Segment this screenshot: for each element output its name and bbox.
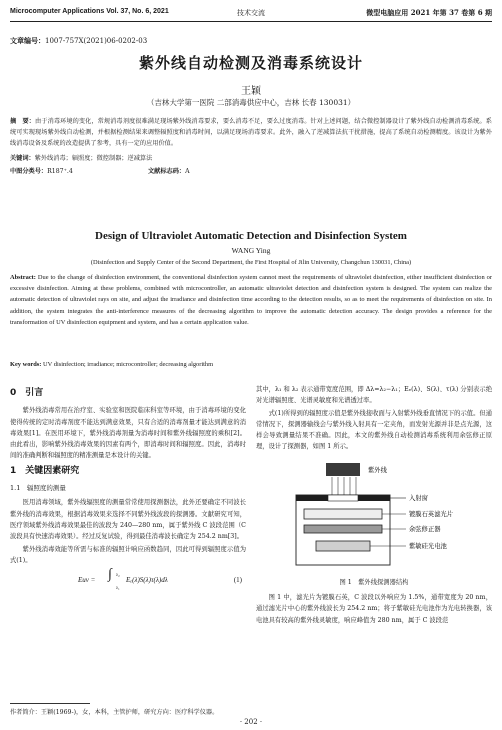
subsection-heading-irradiance: 1.1 辐照度的测量	[10, 484, 66, 493]
author-cn: 王颖	[241, 86, 261, 97]
equation-lower-limit: λ₁	[116, 585, 120, 591]
section-heading-key-factors: 1 关键因素研究	[10, 465, 80, 476]
affiliation-en: (Disinfection and Supply Center of the Second Department, the First Hospital of Jilin University, Changchun 130031, China)	[90, 259, 412, 266]
equation-number: (1)	[233, 576, 242, 585]
label-uv: 紫外线	[368, 466, 387, 474]
paper-title-en: Design of Ultraviolet Automatic Detection and Disinfection System	[95, 230, 407, 242]
abstract-en	[10, 272, 492, 328]
abstract-text-cn: 由于消毒环境的变化，常规消毒剂度很难满足现场紫外线消毒要求，要么消毒不足，要么过度消毒。针对上述问题，结合微控制器设计了紫外线自动检测消毒系统。系统可实现现场紫外线自动检测，并根据检测结果来调整辐照度和消毒时间，以满足现场消毒要求。此外，融入了逆减算法抗干扰措施，提高了系统自动检测精度。该设计为紫外线消毒设备及系统的改造提供了参考，具有一定的应用价值。	[10, 118, 492, 147]
author-en: WANG Ying	[231, 246, 271, 255]
equation-explanation: 其中，λ₁ 和 λ₂ 表示通带宽度范围，即 Δλ=λ₂−λ₁；Eₑ(λ)、S(λ)、τ(λ) 分别表示绝对光谱辐照度、光谱灵敏度和光谱透过率。	[256, 386, 492, 405]
keywords-text-en: UV disinfection; irradiance; microcontroller; decreasing algorithm	[43, 361, 214, 368]
abstract-cn	[10, 116, 492, 149]
integral-sign-icon: ∫	[108, 567, 112, 583]
section-heading-intro: 0 引言	[10, 388, 44, 398]
section-name: 技术交流	[237, 9, 265, 17]
equation-integrand: Eₑ(λ)S(λ)τ(λ)dλ	[126, 576, 168, 585]
label-window: 入射窗	[409, 494, 428, 502]
equation-upper-limit: λ₂	[116, 572, 120, 578]
detector-detail-paragraph: 图 1 中，滤光片为镀膜石英，C 波段以外响应为 1.5%，通带宽度为 20 nm，通过滤光片中心的紫外线波长为 254.2 nm；将子紫敏硅光电池作为光电转换器，该电池具有较高的紫外线灵敏度，响应峰值为 280 nm，属于 C 波段范	[256, 594, 492, 624]
article-number-value: 1007-757X(2021)06-0202-03	[45, 37, 148, 45]
author-footnote: 作者简介：王颖(1969-)，女，本科，主管护师，研究方向：医疗科学仪器。	[10, 709, 219, 716]
keywords-cn	[10, 153, 492, 162]
cosine-corrector	[304, 525, 382, 533]
paper-title-cn: 紫外线自动检测及消毒系统设计	[138, 54, 363, 72]
right-column	[256, 384, 492, 627]
clc-value: R187⁺.4	[47, 168, 73, 175]
uv-lamp-icon	[326, 463, 360, 476]
running-header	[10, 8, 492, 20]
left-column	[10, 384, 246, 594]
label-filter: 镀膜石英滤光片	[409, 510, 454, 518]
doc-code-label: 文献标志码：	[148, 168, 186, 175]
detector-structure-diagram	[256, 455, 492, 575]
label-corrector: 余弦修正器	[409, 525, 441, 533]
detector-paragraph: 式(1)所得到的辐照度示值是紫外线接收面与入射紫外线垂直情况下的示值。但通常情况下，探测器输线会与紫外线入射具有一定夹角，而发射光源并非是点光源，这样会导致测量结果不准确。因此，本文的紫外线自动检测消毒系统利用余弦修正原理，设计了探测器，如图 1 所示。	[256, 409, 492, 451]
leader-lines	[370, 498, 406, 546]
article-number-label: 文章编号：	[10, 38, 45, 45]
abstract-label-cn: 摘 要：	[10, 118, 36, 125]
document-code	[148, 166, 190, 175]
abstract-text-en: Due to the change of disinfection environment, the conventional disinfection system cannot meet the requirements of ultraviolet disinfection, either insufficient disinfection or excessive disinfection. Aiming at these problems, combined with microcontroller, an automatic ultraviolet detection and disinfection system is designed. The system can realize the automatic detection of ultraviolet rays on site, and adjust the irradiance and disinfection time according to the detection results, so as to meet the requirements of disinfection on site. In addition, the system integrates the anti-interference measures of the decreasing algorithm to improve the automatic detection accuracy. The design provides a reference for the transformation of UV disinfection equipment and system, and has a certain application value.	[10, 274, 492, 326]
photocell	[316, 541, 370, 551]
classification-line	[10, 166, 492, 175]
quartz-filter	[304, 509, 382, 519]
keywords-label-en: Key words:	[10, 361, 42, 368]
equation-1	[10, 569, 246, 591]
keywords-text-cn: 紫外线消毒；辐照度；微控制器；逆减算法	[34, 155, 153, 162]
irradiance-paragraph-2: 紫外线消毒效能等所需与标准的辐照计响应函数趋同，因此可得到辐照度示值为式(1)。	[10, 545, 246, 564]
figure-1	[256, 455, 492, 575]
page-number: · 202 ·	[239, 718, 263, 726]
keywords-en	[10, 361, 492, 368]
intro-paragraph: 紫外线消毒常用在治疗室、实验室和医院临床科室等环境，由于消毒环境的变化使得传统的定时消毒剂度不能达到满意效果，只有合适的消毒剂量才能达到满意的消毒效果[1]。在医用环境下，紫外线消毒剂量为消毒时间和紫外线辐照度的乘积[2]。由此看出，影响紫外线消毒效果的因素有两个，即消毒时间和辐照度。因此，消毒时间的准确判断和辐照度的精准测量是本设计的关键。	[10, 407, 246, 460]
irradiance-paragraph-1: 医用消毒领域，紫外线辐照度的测量常常使用探测器法，此外还要确定不同波长紫外线的消毒效果，根据消毒效果来选择不同紫外线波段的探测器。文献研究可知，医疗领域紫外线消毒效果最佳的波段为 240—280 nm，属于紫外线 C 波段范围（C 波段具有快速消毒效果）。经过反复试验，得到最佳消毒波长确定为 254.2 nm[3]。	[10, 499, 246, 541]
figure-caption: 图 1 紫外线探测器结构	[339, 578, 409, 586]
doc-code-value: A	[185, 168, 190, 175]
keywords-label-cn: 关键词：	[10, 155, 35, 162]
journal-name-en: Microcomputer Applications Vol. 37, No. 6, 2021	[10, 8, 169, 15]
header-rule	[10, 21, 492, 22]
label-photocell: 紫敏硅光电池	[409, 542, 447, 550]
article-number	[10, 36, 147, 46]
clc-label: 中图分类号：	[10, 168, 48, 175]
abstract-label-en: Abstract:	[10, 274, 36, 281]
uv-rays	[332, 477, 356, 495]
affiliation-cn: （吉林大学第一医院 二部消毒供应中心，吉林 长春 130031）	[146, 98, 356, 107]
journal-name-cn: 微型电脑应用 2021 年第 37 卷第 6 期	[366, 8, 492, 17]
equation-lhs: Euv =	[78, 576, 96, 585]
footnote-rule	[10, 703, 90, 704]
